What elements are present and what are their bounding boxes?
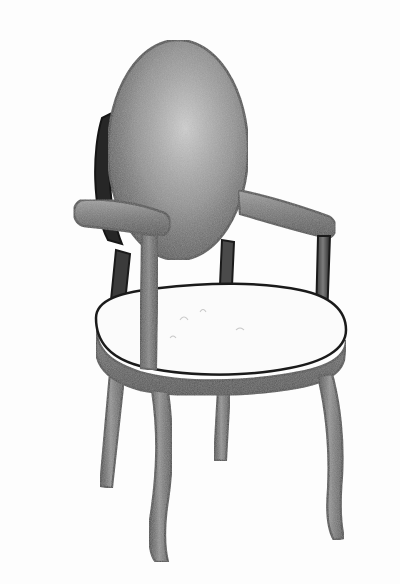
front-left-leg [149, 390, 172, 562]
right-armrest [238, 190, 336, 238]
rear-right-leg [214, 388, 230, 461]
seat-cushion [96, 284, 346, 375]
back-right-post [220, 240, 234, 286]
rear-left-leg [100, 372, 124, 488]
left-arm-post [140, 234, 158, 370]
front-right-leg [318, 374, 344, 540]
